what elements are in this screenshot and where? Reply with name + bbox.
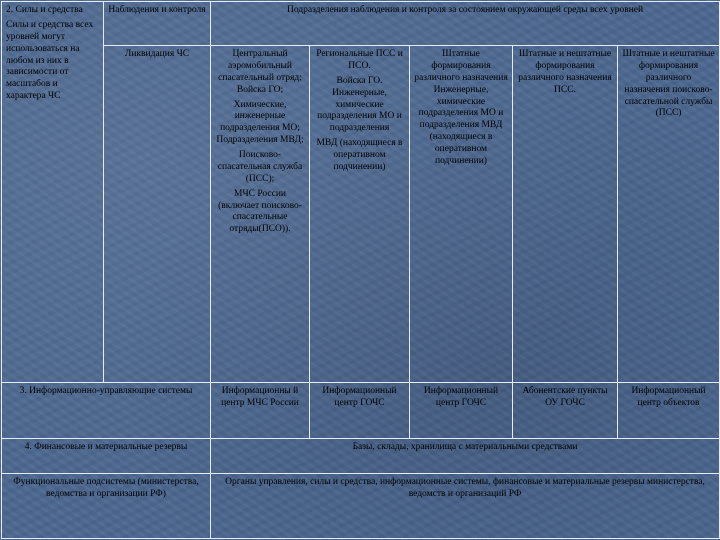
info-center-text: Абонентские пункты ОУ ГОЧС: [522, 386, 608, 408]
forces-description: Силы и средства всех уровней могут использоваться на любом из них в зависимости от масштабов и характера ЧС: [6, 19, 94, 102]
reserves-value: Базы, склады, хранилища с материальными средствами: [352, 442, 578, 452]
observation-heading-cell: [104, 2, 211, 46]
functional-subsystems-value: Органы управления, силы и средства, информационные системы, финансовые и материальные резервы министерства, ведомств и организаций РФ: [225, 477, 705, 499]
info-center-text: Информационный центр ГОЧС: [322, 386, 397, 408]
table-row-liquidation: [2, 46, 720, 383]
table-row-information-systems: [2, 383, 720, 439]
monitoring-units-text: Подразделения наблюдения и контроля за состоянием окружающей среды всех уровней: [286, 5, 644, 15]
info-center-cell: [211, 383, 310, 439]
forces-heading: 2. Силы и средства: [6, 5, 83, 15]
central-item: Поисково-спасательная служба (ПСС);: [217, 150, 303, 184]
central-item: Подразделения МВД;: [216, 135, 304, 146]
central-item: МЧС России (включает поисково-спасательные отряды(ПСО)).: [218, 188, 302, 235]
table-row-reserves: [2, 439, 720, 474]
central-item: Центральный аэромобильный спасательный отряд;: [218, 49, 302, 83]
reserves-value-cell: [211, 439, 720, 474]
central-item: Химические, инженерные подразделения МО;: [220, 99, 300, 134]
info-center-text: Информационны й центр МЧС России: [221, 386, 299, 408]
object-level-cell: [618, 46, 720, 383]
regional-item: Войска ГО.: [336, 75, 383, 86]
info-center-cell: [410, 383, 513, 439]
info-center-cell: [513, 383, 618, 439]
territorial-level-cell: [410, 46, 513, 383]
regional-item: МВД (находящиеся в оперативном подчинении): [316, 138, 403, 172]
central-level-cell: [211, 46, 310, 383]
table-row-header: [2, 2, 720, 46]
regional-level-cell: [310, 46, 410, 383]
information-systems-label: 3. Информационно-управляющие системы: [19, 386, 193, 396]
liquidation-heading: Ликвидация ЧС: [124, 49, 190, 59]
functional-subsystems-label-cell: [2, 474, 211, 539]
liquidation-heading-cell: [104, 46, 211, 383]
central-item: Войска ГО;: [236, 84, 284, 95]
reserves-label-cell: [2, 439, 211, 474]
observation-heading: Наблюдения и контроля: [108, 5, 206, 15]
local-item: Штатные и нештатные формирования различного назначения ПСС.: [518, 49, 612, 95]
forces-table: [1, 1, 720, 539]
territorial-item: Инженерные, химические подразделения МО и подразделения МВД (находящиеся в оперативном подчинении): [418, 84, 504, 166]
info-center-text: Информационный центр ГОЧС: [423, 386, 499, 408]
info-center-text: Информационный центр объектов: [631, 386, 706, 408]
functional-subsystems-label: Функциональные подсистемы (министерства, ведомства и организации РФ): [13, 477, 199, 499]
info-center-cell: [618, 383, 720, 439]
regional-item: Инженерные, химические подразделения МО и подразделения: [317, 87, 402, 134]
info-center-cell: [310, 383, 410, 439]
object-item: Штатные и нештатные формирования различного назначения поисково-спасательной службы (ПСС): [622, 49, 715, 119]
regional-item: Региональные ПСС и ПСО.: [316, 49, 403, 71]
reserves-label: 4. Финансовые и материальные резервы: [24, 442, 188, 452]
local-level-cell: [513, 46, 618, 383]
territorial-item: Штатные формирования различного назначения: [414, 49, 508, 83]
monitoring-units-cell: [211, 2, 720, 46]
table-row-functional-subsystems: [2, 474, 720, 539]
forces-cell: [2, 2, 104, 383]
functional-subsystems-value-cell: [211, 474, 720, 539]
information-systems-label-cell: [2, 383, 211, 439]
